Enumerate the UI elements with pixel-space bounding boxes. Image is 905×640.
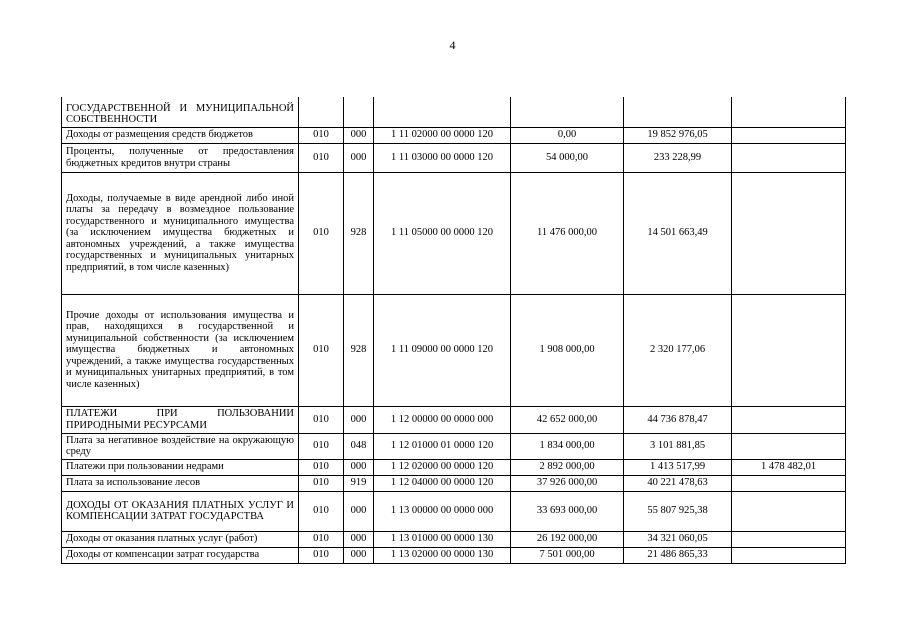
col-b: 048 [344,433,374,459]
table-row [62,97,846,127]
planned-amount: 7 501 000,00 [511,547,624,563]
planned-amount: 26 192 000,00 [511,531,624,547]
col-a: 010 [299,172,344,294]
row-name: Доходы от компенсации затрат государства [62,547,299,563]
col-b: 000 [344,531,374,547]
row-name: Проценты, полученные от предоставления бюджетных кредитов внутри страны [62,143,299,172]
col-a: 010 [299,406,344,433]
extra-amount [732,294,846,406]
col-a: 010 [299,531,344,547]
planned-amount: 37 926 000,00 [511,475,624,491]
col-a: 010 [299,127,344,143]
page-number: 4 [449,38,456,52]
row-name: ПЛАТЕЖИ ПРИ ПОЛЬЗОВАНИИ ПРИРОДНЫМИ РЕСУРСАМИ [62,406,299,433]
planned-amount [511,97,624,127]
col-a: 010 [299,491,344,531]
table-row [62,491,846,531]
budget-code: 1 12 04000 00 0000 120 [374,475,511,491]
row-name: Доходы от оказания платных услуг (работ) [62,531,299,547]
actual-amount: 19 852 976,05 [624,127,732,143]
table-row [62,127,846,143]
actual-amount: 40 221 478,63 [624,475,732,491]
planned-amount: 2 892 000,00 [511,459,624,475]
table-row [62,143,846,172]
col-b: 000 [344,406,374,433]
planned-amount: 33 693 000,00 [511,491,624,531]
planned-amount: 11 476 000,00 [511,172,624,294]
row-name: Плата за негативное воздействие на окружающую среду [62,433,299,459]
budget-code: 1 12 00000 00 0000 000 [374,406,511,433]
planned-amount: 1 834 000,00 [511,433,624,459]
col-a: 010 [299,547,344,563]
row-name: Прочие доходы от использования имущества и прав, находящихся в государственной и муниципальной собственности (за исключением имущества бюджетных и автономных учреждений, а также имущества государственных и муниципальных унитарных предприятий, в том числе казенных) [62,294,299,406]
actual-amount: 2 320 177,06 [624,294,732,406]
col-a: 010 [299,143,344,172]
row-name: ДОХОДЫ ОТ ОКАЗАНИЯ ПЛАТНЫХ УСЛУГ И КОМПЕНСАЦИИ ЗАТРАТ ГОСУДАРСТВА [62,491,299,531]
extra-amount [732,127,846,143]
col-b: 928 [344,172,374,294]
table-row [62,547,846,563]
actual-amount: 1 413 517,99 [624,459,732,475]
actual-amount: 21 486 865,33 [624,547,732,563]
extra-amount [732,475,846,491]
table-row [62,475,846,491]
row-name: ГОСУДАРСТВЕННОЙ И МУНИЦИПАЛЬНОЙ СОБСТВЕННОСТИ [62,97,299,127]
col-b: 000 [344,491,374,531]
actual-amount: 34 321 060,05 [624,531,732,547]
planned-amount: 1 908 000,00 [511,294,624,406]
actual-amount: 233 228,99 [624,143,732,172]
actual-amount: 55 807 925,38 [624,491,732,531]
col-a: 010 [299,433,344,459]
table-row [62,433,846,459]
table-row [62,459,846,475]
row-name: Доходы, получаемые в виде арендной либо иной платы за передачу в возмездное пользование государственного и муниципального имущества (за исключением имущества бюджетных и автономных учреждений, а также имущества государственных и муниципальных унитарных предприятий, в том числе казенных) [62,172,299,294]
row-name: Плата за использование лесов [62,475,299,491]
planned-amount: 54 000,00 [511,143,624,172]
col-b: 000 [344,459,374,475]
extra-amount [732,143,846,172]
table-row [62,531,846,547]
col-a [299,97,344,127]
extra-amount [732,406,846,433]
budget-code: 1 12 02000 00 0000 120 [374,459,511,475]
extra-amount [732,433,846,459]
actual-amount: 14 501 663,49 [624,172,732,294]
row-name: Платежи при пользовании недрами [62,459,299,475]
budget-code: 1 11 05000 00 0000 120 [374,172,511,294]
budget-code: 1 13 00000 00 0000 000 [374,491,511,531]
actual-amount: 44 736 878,47 [624,406,732,433]
table-row [62,406,846,433]
extra-amount [732,172,846,294]
actual-amount [624,97,732,127]
col-a: 010 [299,294,344,406]
planned-amount: 0,00 [511,127,624,143]
extra-amount [732,547,846,563]
extra-amount: 1 478 482,01 [732,459,846,475]
budget-code: 1 12 01000 01 0000 120 [374,433,511,459]
extra-amount [732,491,846,531]
budget-code: 1 11 02000 00 0000 120 [374,127,511,143]
col-a: 010 [299,459,344,475]
col-b: 000 [344,127,374,143]
budget-code: 1 11 03000 00 0000 120 [374,143,511,172]
planned-amount: 42 652 000,00 [511,406,624,433]
extra-amount [732,531,846,547]
col-b: 919 [344,475,374,491]
budget-revenue-table [61,97,846,564]
col-b: 000 [344,547,374,563]
table-row [62,294,846,406]
budget-code: 1 13 02000 00 0000 130 [374,547,511,563]
actual-amount: 3 101 881,85 [624,433,732,459]
col-b: 000 [344,143,374,172]
extra-amount [732,97,846,127]
col-a: 010 [299,475,344,491]
col-b: 928 [344,294,374,406]
col-b [344,97,374,127]
row-name: Доходы от размещения средств бюджетов [62,127,299,143]
budget-code [374,97,511,127]
budget-code: 1 11 09000 00 0000 120 [374,294,511,406]
table-row [62,172,846,294]
budget-code: 1 13 01000 00 0000 130 [374,531,511,547]
